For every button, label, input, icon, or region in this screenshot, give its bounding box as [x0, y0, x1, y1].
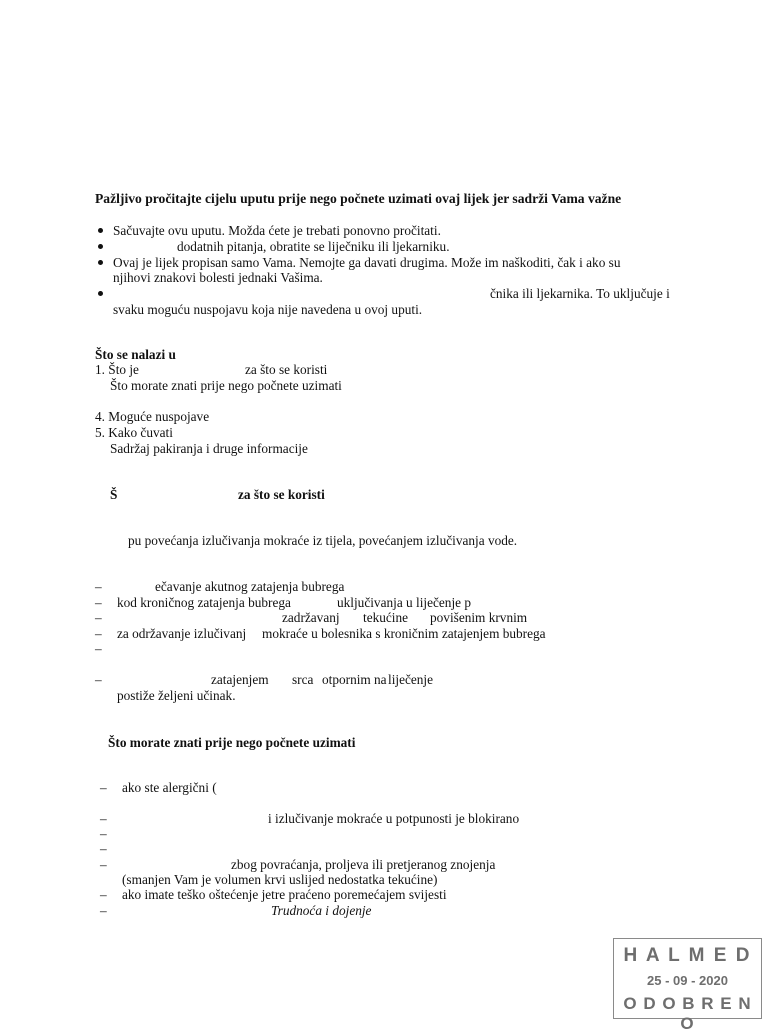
dash-item-3a: zadržavanj [282, 610, 340, 625]
toc-item-6: Sadržaj pakiranja i druge informacije [110, 441, 308, 456]
bullet-dot [98, 260, 103, 265]
dash: – [95, 641, 102, 656]
contra-item-6: ako imate teško oštećenje jetre praćeno poremećajem svijesti [122, 887, 447, 902]
bullet-2: dodatnih pitanja, obratite se liječniku ili ljekarniku. [177, 239, 450, 254]
dash-item-1: ečavanje akutnog zatajenja bubrega [155, 579, 345, 594]
dash-item-3c: povišenim krvnim [430, 610, 528, 625]
dash: – [100, 811, 107, 826]
toc-item-5: 5. Kako čuvati [95, 425, 173, 440]
dash-item-6b: srca [292, 672, 314, 687]
dash: – [95, 672, 102, 687]
bullet-3-line-1: Ovaj je lijek propisan samo Vama. Nemojte ga davati drugima. Može im naškoditi, čak i ako su [113, 255, 621, 270]
stamp-agency: H A L M E D [623, 945, 752, 966]
stamp-status: O D O B R E N O [623, 994, 752, 1033]
dash-item-2b: uključivanja u liječenje p [337, 595, 472, 610]
contra-item-5: zbog povraćanja, proljeva ili pretjeranog znojenja [231, 857, 496, 872]
dash-item-4a: za održavanje izlučivanj [117, 626, 247, 641]
section-2-heading: Što morate znati prije nego počnete uzimati [108, 735, 356, 750]
dash-item-3b: tekućine [363, 610, 409, 625]
dash-item-2a: kod kroničnog zatajenja bubrega [117, 595, 291, 610]
dash-item-6d: na [374, 672, 387, 687]
dash: – [100, 780, 107, 795]
section-1-heading-tail: za što se koristi [238, 487, 325, 502]
contra-item-2: i izlučivanje mokraće u potpunosti je blokirano [268, 811, 520, 826]
dash-item-6e: liječenje [388, 672, 434, 687]
bullet-dot [98, 291, 103, 296]
stamp-date: 25 - 09 - 2020 [647, 973, 728, 988]
bullet-dot [98, 244, 103, 249]
dash: – [95, 610, 102, 625]
toc-item-1-tail: za što se koristi [245, 362, 328, 377]
bullet-1: Sačuvajte ovu uputu. Možda ćete je trebati ponovno pročitati. [113, 223, 441, 238]
dash: – [95, 579, 102, 594]
toc-item-2: Što morate znati prije nego počnete uzimati [110, 378, 342, 393]
warning-heading: Pažljivo pročitajte cijelu uputu prije nego počnete uzimati ovaj lijek jer sadrži Vama važne [95, 191, 622, 206]
dash: – [100, 841, 107, 856]
dash-item-6c: otpornim [322, 672, 371, 687]
bullet-3-line-2: njihovi znakovi bolesti jednaki Vašima. [113, 270, 323, 285]
section-1-intro: pu povećanja izlučivanja mokraće iz tijela, povećanjem izlučivanja vode. [128, 533, 518, 548]
bullet-4-line-1: čnika ili ljekarnika. To uključuje i [490, 286, 670, 301]
contra-item-1: ako ste alergični ( [122, 780, 217, 795]
dash-item-6a: zatajenjem [211, 672, 269, 687]
dash-item-4b: mokraće u bolesnika s kroničnim zatajenjem bubrega [262, 626, 546, 641]
bullet-4-line-2: svaku moguću nuspojavu koja nije navedena u ovoj uputi. [113, 302, 423, 317]
dash: – [100, 826, 107, 841]
toc-title: Što se nalazi u [95, 347, 176, 362]
dash: – [95, 626, 102, 641]
dash: – [95, 595, 102, 610]
toc-item-1: 1. Što je [95, 362, 139, 377]
dash: – [100, 887, 107, 902]
bullet-dot [98, 228, 103, 233]
dash: – [100, 857, 107, 872]
dash-item-6f: postiže željeni učinak. [117, 688, 236, 703]
contra-item-5-line-2: (smanjen Vam je volumen krvi uslijed nedostatka tekućine) [122, 872, 438, 887]
dash: – [100, 903, 107, 918]
section-1-heading: Š [110, 487, 118, 502]
approval-stamp [613, 938, 762, 1033]
contra-item-7: Trudnoća i dojenje [271, 903, 372, 918]
toc-item-4: 4. Moguće nuspojave [95, 409, 210, 424]
